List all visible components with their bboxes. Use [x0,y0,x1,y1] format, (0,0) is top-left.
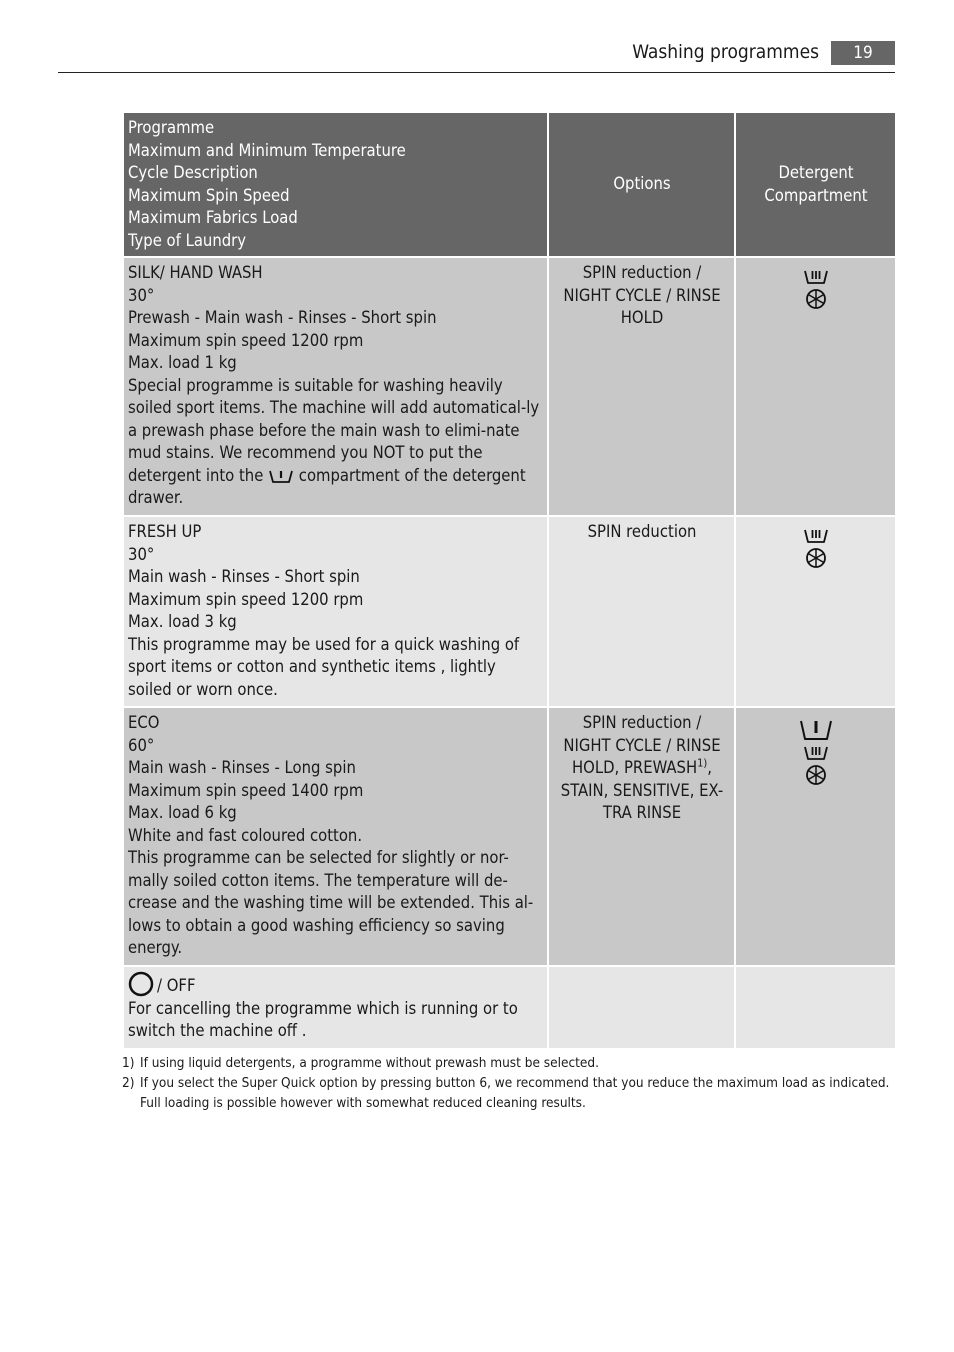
main-wash-compartment-icon [803,268,829,286]
table-row [123,257,896,516]
footnote-item: 1) If using liquid detergents, a programme without prewash must be selected. [122,1055,599,1071]
softener-compartment-icon [805,547,827,569]
header-programme: Programme Maximum and Minimum Temperature Cycle Description Maximum Spin Speed Maximum Fabrics Load Type of Laundry [123,112,548,257]
table-row [123,707,896,966]
prewash-compartment-icon [799,718,833,742]
programme-name: SILK/ HAND WASH [128,263,263,282]
table-row [123,966,896,1049]
options-cell: SPIN reduction [548,516,735,707]
programme-cell: SILK/ HAND WASH 30° Prewash - Main wash - Rinses - Short spin Maximum spin speed 1200 rpm Max. load 1 kg Special programme is suitable for washing heavily soiled sport items. The machine will add automatical-ly a prewash phase before the main wash to elimi-nate mud stains. We recommend you NOT to put the detergent into the compartment of the detergent drawer. [123,257,548,516]
programme-cell: / OFF For cancelling the programme which is running or to switch the machine off . [123,966,548,1049]
header-detergent: Detergent Compartment [735,112,896,257]
options-cell: SPIN reduction / NIGHT CYCLE / RINSE HOLD, PREWASH$^{1)}$, STAIN, SENSITIVE, EX- TRA RINSE [548,707,735,966]
main-wash-compartment-icon [268,467,294,485]
table-row [123,516,896,707]
main-wash-compartment-icon [803,744,829,762]
footnotes [122,1053,897,1113]
page-header [58,38,895,73]
header-options: Options [548,112,735,257]
options-cell: SPIN reduction / NIGHT CYCLE / RINSE HOLD [548,257,735,516]
softener-compartment-icon [805,764,827,786]
detergent-cell [735,257,896,516]
softener-compartment-icon [805,288,827,310]
programme-name: / OFF [157,976,196,995]
programme-cell: FRESH UP 30° Main wash - Rinses - Short spin Maximum spin speed 1200 rpm Max. load 3 kg This programme may be used for a quick washing of sport items or cotton and synthetic items , lightly soiled or worn once. [123,516,548,707]
off-position-icon [128,971,154,997]
programme-name: FRESH UP [128,522,202,541]
detergent-cell [735,516,896,707]
main-wash-compartment-icon [803,527,829,545]
page-number-badge: 19 [831,41,895,65]
programme-name: ECO [128,713,160,732]
programmes-table [122,111,897,1050]
footnote-item: 2) If you select the Super Quick option by pressing button 6, we recommend that you reduce the maximum load as indicated. Full loading is possible however with somewhat reduced cleaning results. [122,1075,890,1111]
options-cell [548,966,735,1049]
detergent-cell [735,966,896,1049]
section-title: Washing programmes [632,41,819,63]
detergent-cell [735,707,896,966]
programme-cell: ECO 60° Main wash - Rinses - Long spin Maximum spin speed 1400 rpm Max. load 6 kg White and fast coloured cotton. This programme can be selected for slightly or nor-mally soiled cotton items. The temperature will de-crease and the washing time will be extended. This al-lows to obtain a good washing efficiency so saving energy. [123,707,548,966]
table-header-row [123,112,896,257]
